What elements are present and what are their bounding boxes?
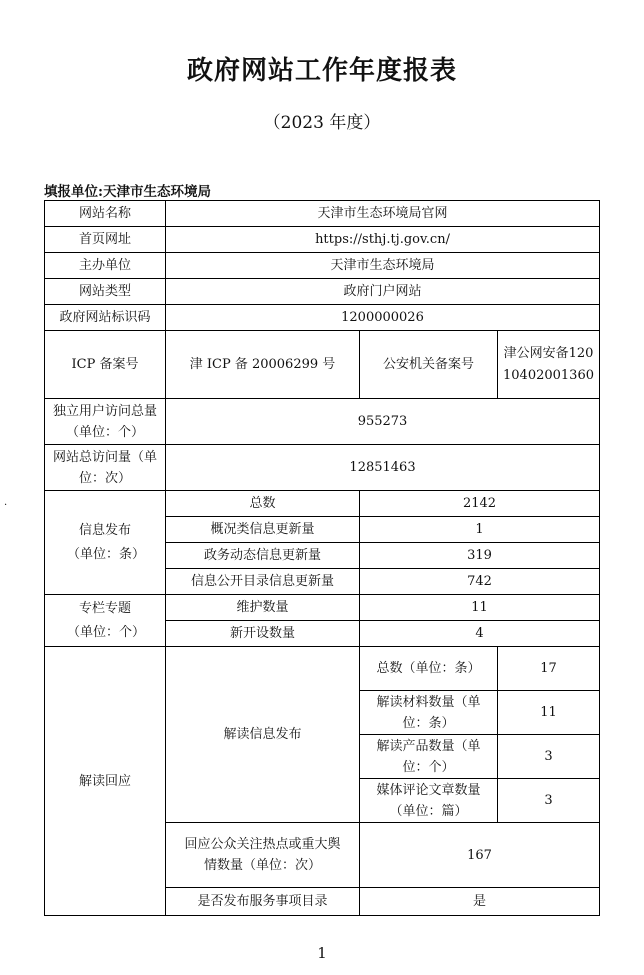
unique-visitors-value: 955273 bbox=[166, 399, 600, 445]
info-release-item-value: 742 bbox=[360, 569, 600, 595]
site-type-label: 网站类型 bbox=[45, 279, 166, 305]
total-visits-label: 网站总访问量（单位：次） bbox=[45, 445, 166, 491]
info-release-item-label: 信息公开目录信息更新量 bbox=[166, 569, 360, 595]
police-record-label: 公安机关备案号 bbox=[360, 331, 498, 399]
police-record-value: 津公网安备12010402001360 bbox=[498, 331, 600, 399]
interpretation-item-label: 媒体评论文章数量（单位：篇） bbox=[360, 779, 498, 823]
interpretation-item-label: 解读材料数量（单位：条） bbox=[360, 691, 498, 735]
column-topics-item-value: 4 bbox=[360, 621, 600, 647]
info-release-label: 信息发布（单位：条） bbox=[45, 491, 166, 595]
table-row bbox=[45, 399, 600, 445]
table-row bbox=[45, 331, 600, 399]
table-row bbox=[45, 595, 600, 621]
sponsor-label: 主办单位 bbox=[45, 253, 166, 279]
column-topics-item-value: 11 bbox=[360, 595, 600, 621]
report-table bbox=[44, 200, 600, 916]
unique-visitors-label: 独立用户访问总量（单位：个） bbox=[45, 399, 166, 445]
interpretation-item-value: 3 bbox=[498, 779, 600, 823]
table-row bbox=[45, 253, 600, 279]
info-release-item-value: 1 bbox=[360, 517, 600, 543]
hotspot-response-label: 回应公众关注热点或重大舆情数量（单位：次） bbox=[166, 823, 360, 888]
site-type-value: 政府门户网站 bbox=[166, 279, 600, 305]
table-row bbox=[45, 647, 600, 691]
site-id-value: 1200000026 bbox=[166, 305, 600, 331]
homepage-url: https://sthj.tj.gov.cn/ bbox=[166, 227, 600, 253]
interpretation-item-label: 总数（单位：条） bbox=[360, 647, 498, 691]
homepage-label: 首页网址 bbox=[45, 227, 166, 253]
info-release-item-label: 总数 bbox=[166, 491, 360, 517]
column-topics-label: 专栏专题（单位：个） bbox=[45, 595, 166, 647]
page-number: 1 bbox=[317, 944, 327, 962]
document-title: 政府网站工作年度报表 bbox=[186, 56, 457, 86]
sponsor-value: 天津市生态环境局 bbox=[166, 253, 600, 279]
interpretation-item-value: 3 bbox=[498, 735, 600, 779]
site-name-value: 天津市生态环境局官网 bbox=[166, 201, 600, 227]
info-release-item-value: 2142 bbox=[360, 491, 600, 517]
margin-dot: . bbox=[4, 497, 8, 508]
total-visits-value: 12851463 bbox=[166, 445, 600, 491]
table-row bbox=[45, 445, 600, 491]
icp-label: ICP 备案号 bbox=[45, 331, 166, 399]
interpretation-release-label: 解读信息发布 bbox=[166, 647, 360, 823]
interpretation-item-value: 11 bbox=[498, 691, 600, 735]
icp-value: 津 ICP 备 20006299 号 bbox=[166, 331, 360, 399]
service-catalog-label: 是否发布服务事项目录 bbox=[166, 888, 360, 916]
table-row bbox=[45, 227, 600, 253]
site-id-label: 政府网站标识码 bbox=[45, 305, 166, 331]
table-row bbox=[45, 201, 600, 227]
site-name-label: 网站名称 bbox=[45, 201, 166, 227]
reporting-unit: 填报单位:天津市生态环境局 bbox=[44, 184, 211, 200]
interpretation-item-value: 17 bbox=[498, 647, 600, 691]
service-catalog-value: 是 bbox=[360, 888, 600, 916]
interpretation-label: 解读回应 bbox=[45, 647, 166, 916]
column-topics-item-label: 新开设数量 bbox=[166, 621, 360, 647]
table-row bbox=[45, 279, 600, 305]
info-release-item-value: 319 bbox=[360, 543, 600, 569]
info-release-item-label: 政务动态信息更新量 bbox=[166, 543, 360, 569]
table-row bbox=[45, 491, 600, 517]
table-row bbox=[45, 305, 600, 331]
hotspot-response-value: 167 bbox=[360, 823, 600, 888]
report-year: （2023 年度） bbox=[263, 113, 381, 133]
interpretation-item-label: 解读产品数量（单位：个） bbox=[360, 735, 498, 779]
info-release-item-label: 概况类信息更新量 bbox=[166, 517, 360, 543]
column-topics-item-label: 维护数量 bbox=[166, 595, 360, 621]
